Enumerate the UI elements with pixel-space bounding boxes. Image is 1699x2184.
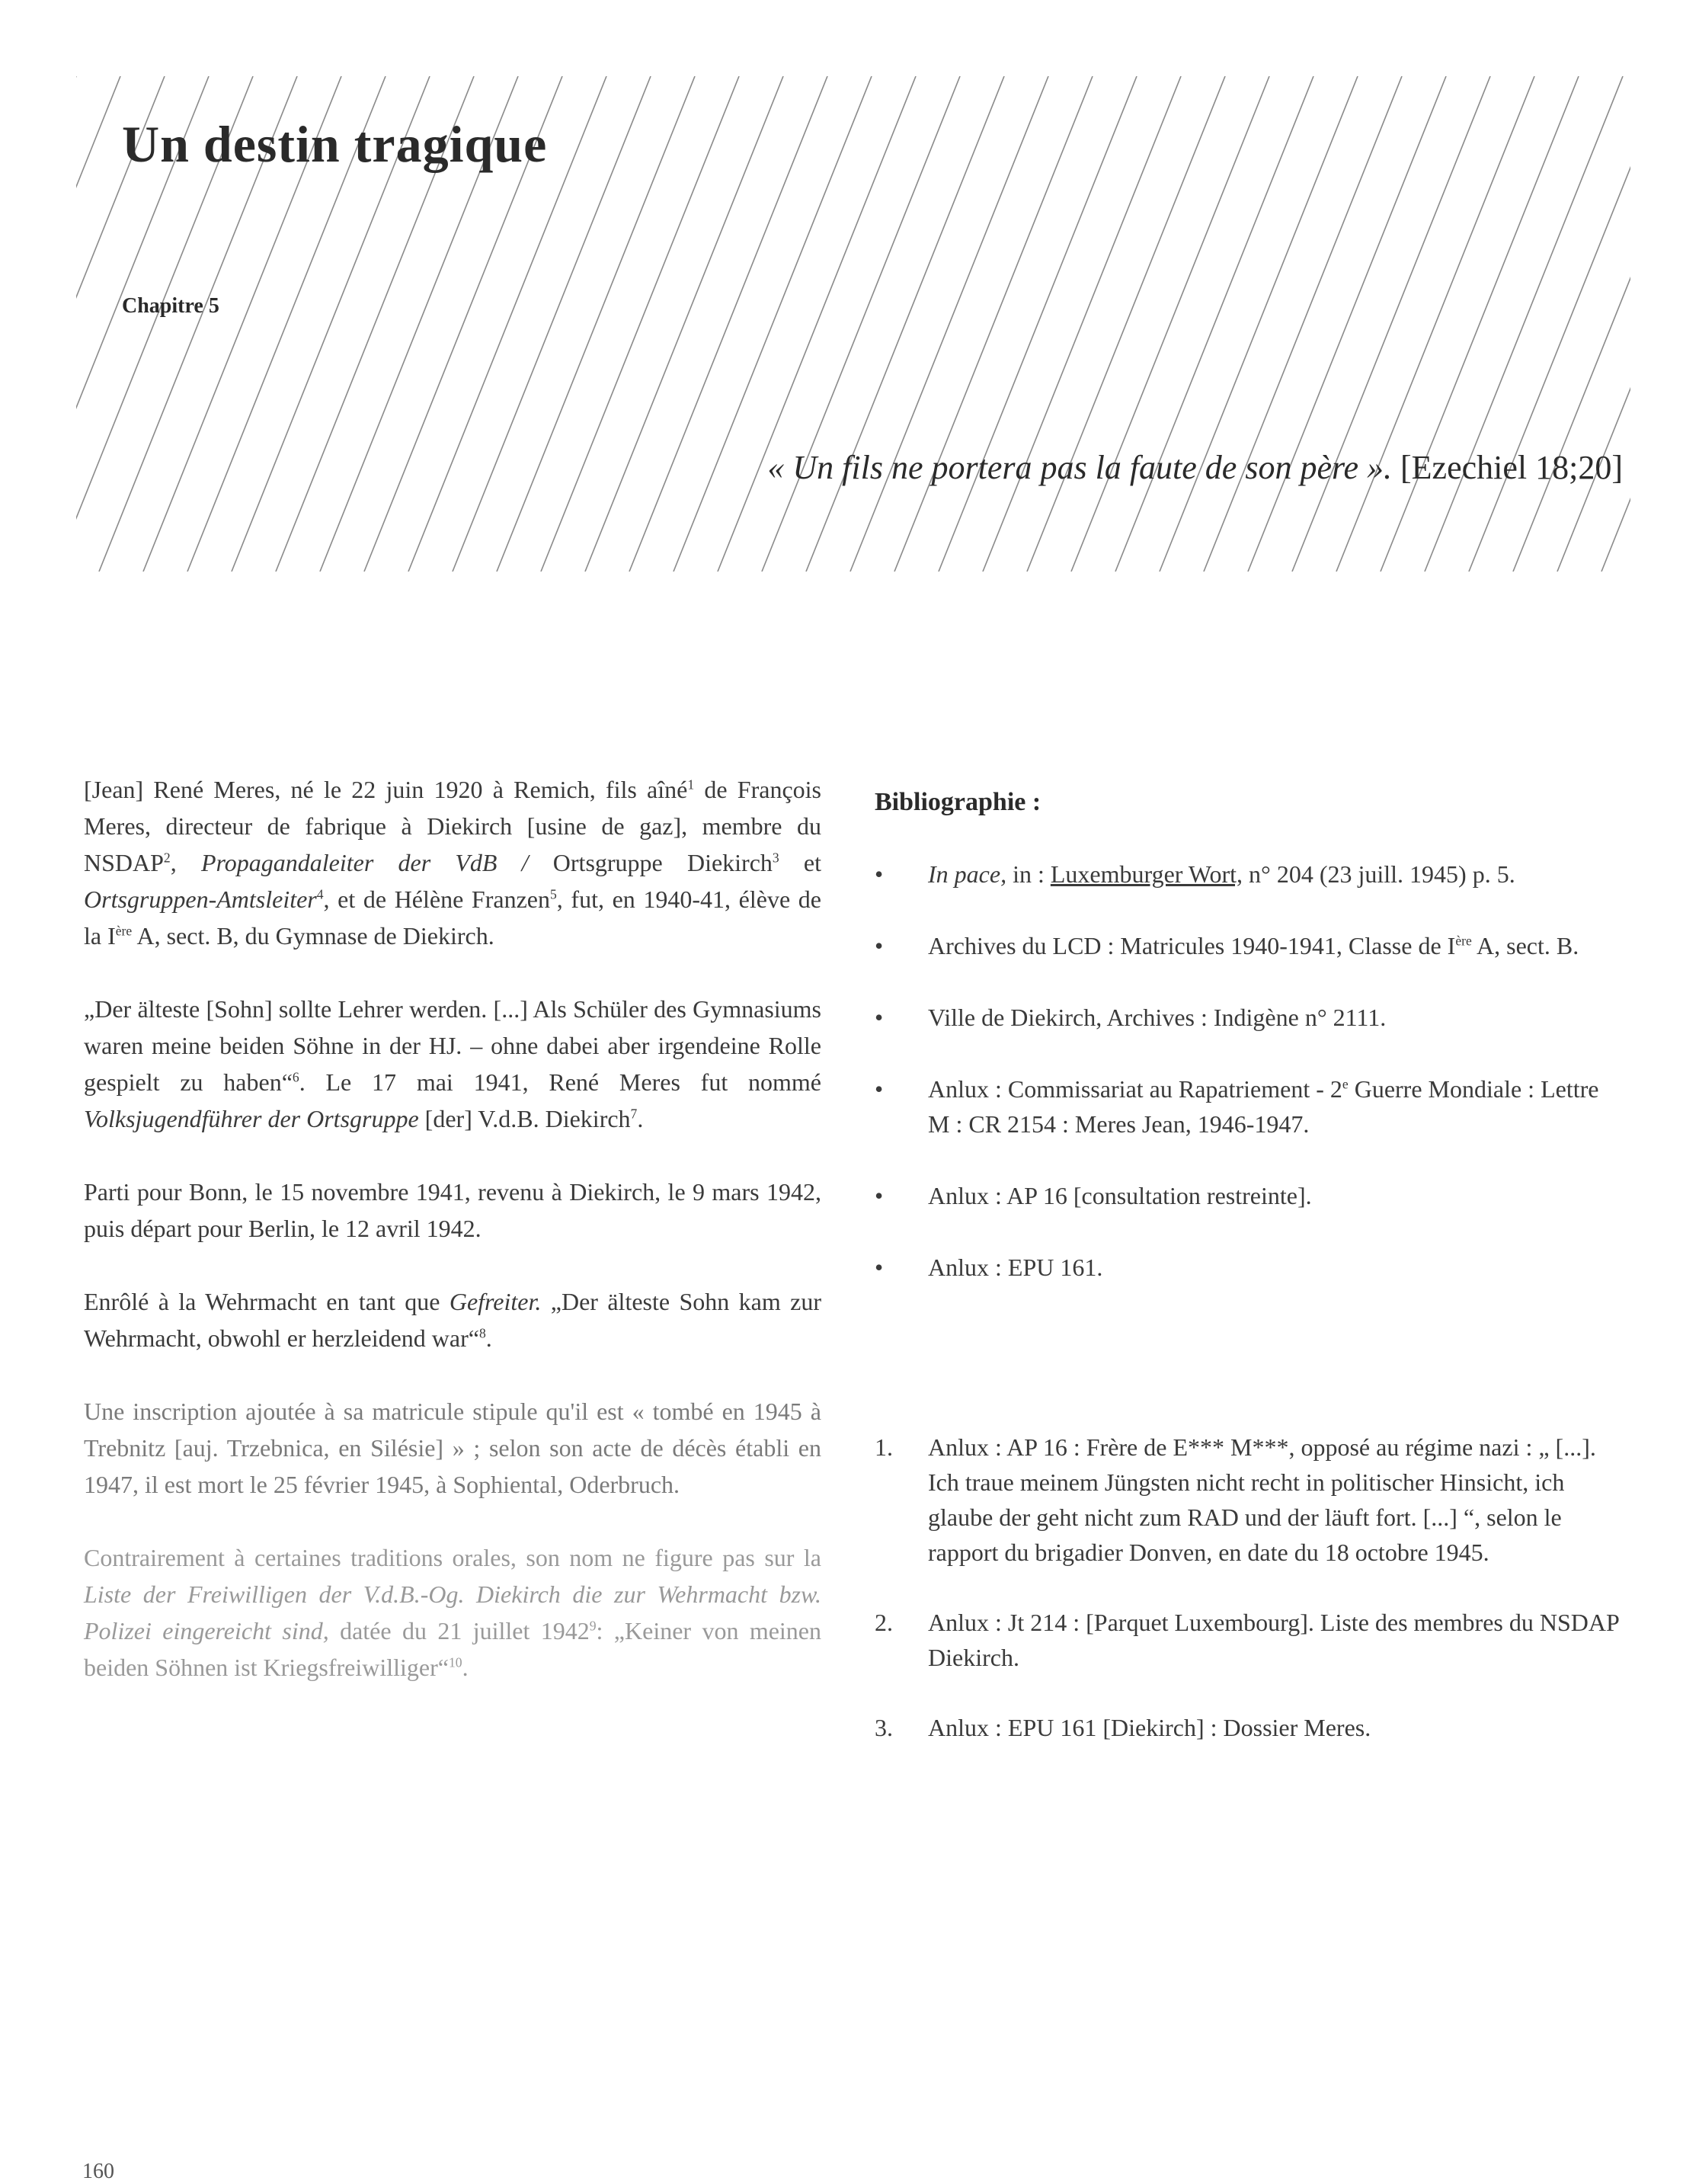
hatch-line (1204, 76, 1402, 572)
hatch-line (939, 76, 1137, 572)
hatch-line (1071, 76, 1269, 572)
paragraph-6: Contrairement à certaines traditions orales, son nom ne figure pas sur la Liste der Freiwilligen der V.d.B.-Og. Diekirch die zur Wehrmacht bzw. Polizei eingereicht sind, datée du 21 juillet 1942$^9$: „Keiner von meinen beiden Söhnen ist Kriegsfreiwilliger“$^{10}$. (84, 1544, 822, 1681)
bullet-icon: • (875, 1254, 884, 1281)
footnote-item: 3. Anlux : EPU 161 [Diekirch] : Dossier Meres. (875, 1714, 1371, 1741)
chapter-label: Chapitre 5 (122, 294, 219, 318)
hatch-line (674, 76, 872, 572)
footnote-ref: 7 (630, 1106, 638, 1122)
footnote-ref: 2 (163, 850, 171, 866)
bibliography-heading: Bibliographie : (875, 788, 1041, 816)
footnotes-list (875, 1430, 1626, 1745)
hatch-line (1115, 76, 1313, 572)
footnote-ref: 5 (550, 886, 557, 902)
hatch-line (541, 76, 739, 572)
hatch-line (1292, 76, 1490, 572)
hatch-line (1469, 76, 1630, 572)
bullet-icon: • (875, 1004, 884, 1031)
bibliography-item: • In pace, in : Luxemburger Wort, n° 204 (23 juill. 1945) p. 5. (875, 857, 1626, 892)
hatch-line (1160, 76, 1358, 572)
footnote-ref: 1 (687, 777, 695, 793)
footnote-item: 1. Anlux : AP 16 : Frère de E*** M***, opposé au régime nazi : „ [...]. Ich traue meinem Jüngsten nicht recht in politischer Hinsicht, ich glaube der geht nicht zum RAD und der läuft fort. [...] “, selon le rapport du brigadier Donven, en date du 18 octobre 1945. (875, 1433, 1596, 1566)
footnote-ref: 10 (448, 1654, 462, 1670)
bibliography-item: • Anlux : AP 16 [consultation restreinte]. (875, 1178, 1626, 1213)
hatch-line (762, 76, 960, 572)
bibliography-item: • Archives du LCD : Matricules 1940-1941, Classe de Ière A, sect. B. (875, 928, 1626, 963)
page-number: 160 (82, 2160, 114, 2183)
page-title: Un destin tragique (122, 115, 548, 173)
footnote-ref: 6 (292, 1069, 299, 1085)
paragraph-2: „Der älteste [Sohn] sollte Lehrer werden. [...] Als Schüler des Gymnasiums waren meine beiden Söhne in der HJ. – ohne dabei aber irgendeine Rolle gespielt zu haben“$^6$. Le 17 mai 1941, René Meres fut nommé Volksjugendführer der Ortsgruppe [der] V.d.B. Diekirch$^7$. (84, 995, 822, 1132)
paragraph-3: Parti pour Bonn, le 15 novembre 1941, revenu à Diekirch, le 9 mars 1942, puis départ pour Berlin, le 12 avril 1942. (84, 1178, 821, 1242)
footnote-ref: 3 (772, 850, 779, 866)
hatch-line (718, 76, 916, 572)
hatch-line (1336, 76, 1534, 572)
paragraph-4: Enrôlé à la Wehrmacht en tant que Gefreiter. „Der älteste Sohn kam zur Wehrmacht, obwohl er herzleidend war“$^8$. (84, 1288, 821, 1352)
bibliography-item: • Ville de Diekirch, Archives : Indigène n° 2111. (875, 1000, 1626, 1035)
epigraph (767, 448, 1623, 487)
newspaper-title: Luxemburger Wort, (1050, 860, 1243, 888)
bullet-icon: • (875, 932, 884, 959)
bibliography-item: • Anlux : EPU 161. (875, 1250, 1626, 1285)
bullet-icon: • (875, 1182, 884, 1209)
footnote-ref: 4 (316, 886, 324, 902)
hatch-line (1381, 76, 1579, 572)
bibliography-list (875, 857, 1626, 1285)
paragraph-1: [Jean] René Meres, né le 22 juin 1920 à Remich, fils aîné$^1$ de François Meres, directeur de fabrique à Diekirch [usine de gaz], membre du NSDAP$^2$, Propagandaleiter der VdB / Ortsgruppe Diekirch$^3$ et Ortsgruppen-Amtsleiter$^4$, et de Hélène Franzen$^5$, fut, en 1940-41, élève de la Ière A, sect. B, du Gymnase de Diekirch. (84, 776, 822, 949)
hatch-line (1248, 76, 1446, 572)
bullet-icon: • (875, 1075, 884, 1103)
hatch-line (585, 76, 783, 572)
hatch-line (1513, 76, 1630, 572)
hatch-line (629, 76, 827, 572)
bibliography-item: • Anlux : Commissariat au Rapatriement - 2e Guerre Mondiale : Lettre M : CR 2154 : Meres Jean, 1946-1947. (875, 1071, 1626, 1142)
paragraph-5: Une inscription ajoutée à sa matricule stipule qu'il est « tombé en 1945 à Trebnitz [auj. Trzebnica, en Silésie] » ; selon son acte de décès établi en 1947, il est mort le 25 février 1945, à Sophiental, Oderbruch. (84, 1398, 821, 1498)
hatch-line (1601, 76, 1630, 572)
hatch-line (983, 76, 1181, 572)
hatch-line (1027, 76, 1225, 572)
hatch-line (850, 76, 1048, 572)
epigraph-quote: « Un fils ne portera pas la faute de son père ». (767, 449, 1393, 486)
epigraph-source: [Ezechiel 18;20] (1400, 449, 1623, 486)
bullet-icon: • (875, 860, 884, 888)
main-text (84, 771, 821, 1686)
footnote-ref: 8 (478, 1325, 486, 1341)
hatch-line (894, 76, 1093, 572)
hatch-line (76, 76, 120, 572)
footnote-ref: 9 (589, 1618, 597, 1634)
hatch-line (1425, 76, 1623, 572)
footnote-item: 2. Anlux : Jt 214 : [Parquet Luxembourg]. Liste des membres du NSDAP Diekirch. (875, 1609, 1619, 1671)
hatch-line (806, 76, 1004, 572)
sidebar-column (875, 785, 1626, 1780)
